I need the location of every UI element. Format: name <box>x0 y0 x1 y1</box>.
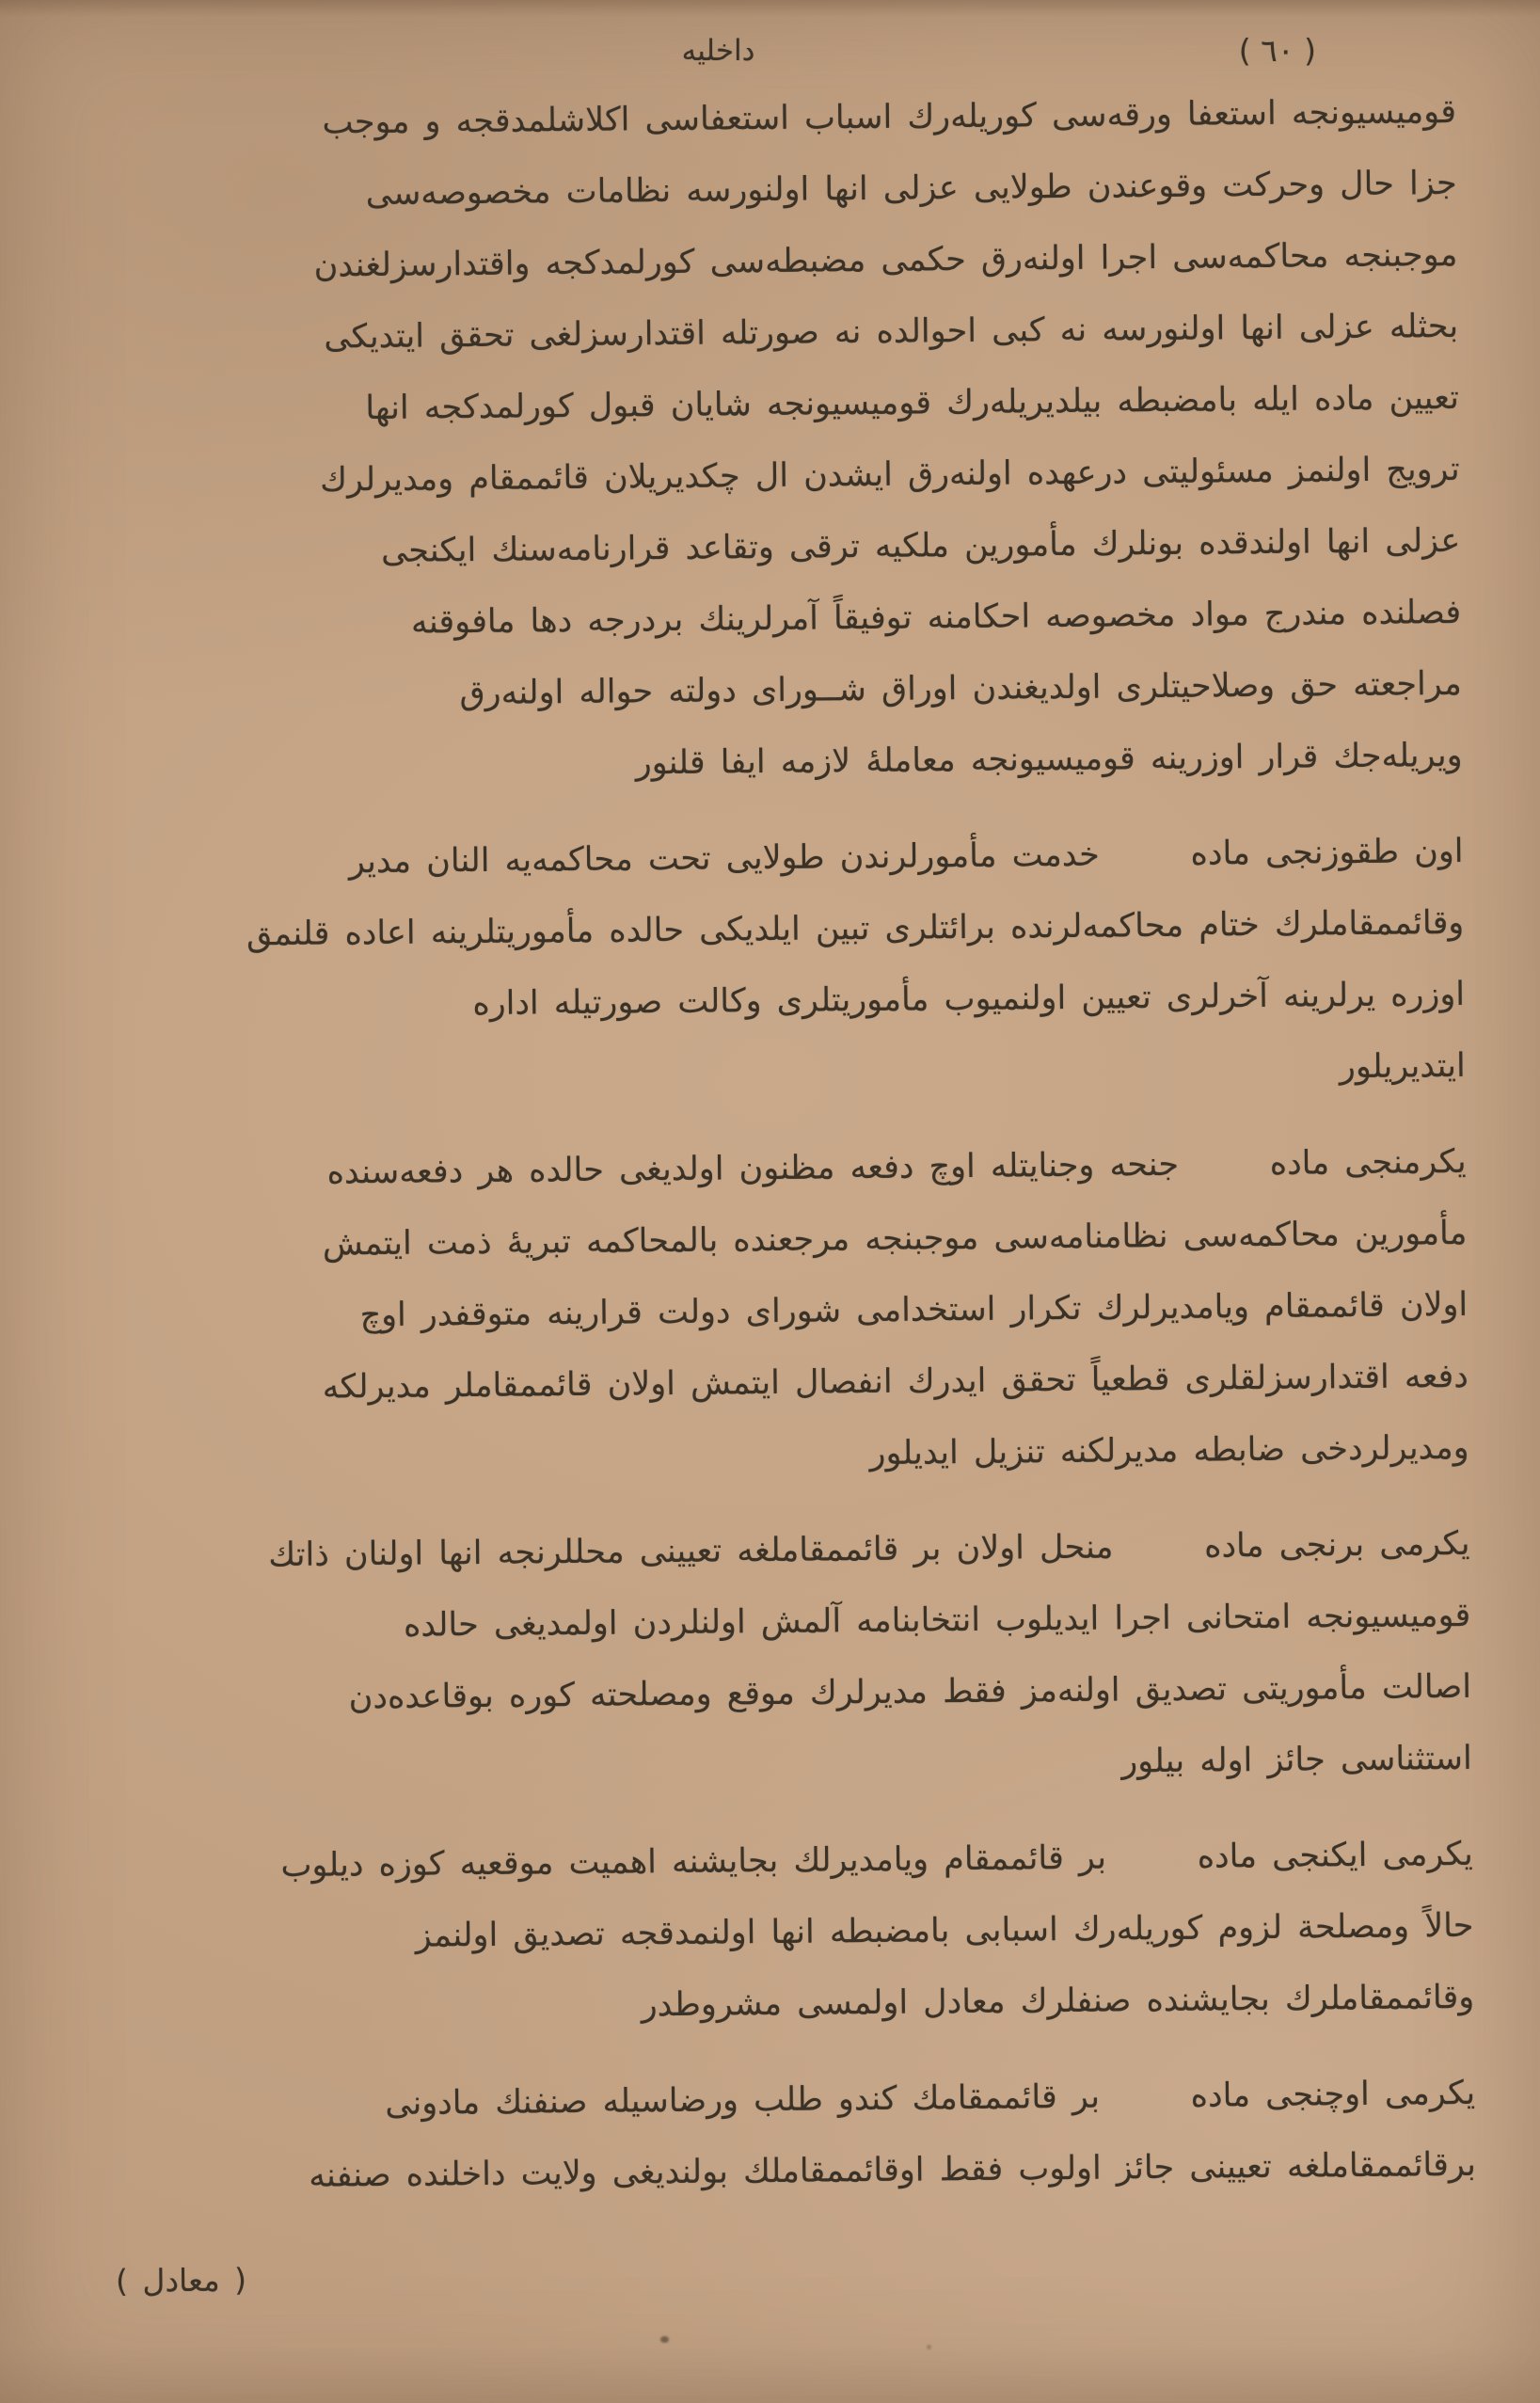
text-line: مراجعته حق وصلاحيتلرى اولديغندن اوراق شــوراى دولته حواله اولنه‌رق <box>459 664 1462 713</box>
text-line: اصالت مأموريتى تصديق اولنه‌مز فقط مديرلرك موقع ومصلحته كوره بوقاعده‌دن <box>348 1667 1472 1717</box>
text-line: قوميسيونجه استعفا ورقه‌سى كوريله‌رك اسباب استعفاسى اكلاشلمدقجه و موجب <box>322 92 1457 142</box>
text-line: وقائممقاملرك ختام محاكمه‌لرنده برائتلرى تبين ايلديكى حالده مأموريتلرينه اعاده قلنمق <box>246 903 1465 954</box>
text-line: اوزره يرلرينه آخرلرى تعيين اولنميوب مأموريتلرى وكالت صورتيله اداره <box>472 975 1466 1024</box>
text-line: ترويج اولنمز مسئوليتى درعهده اولنه‌رق ايشدن ال چكديريلان قائممقام ومديرلرك <box>320 450 1460 500</box>
text-line: دفعه اقتدارسزلقلرى قطعياً تحقق ايدرك انفصال ايتمش اولان قائممقاملر مديرلكه <box>322 1357 1469 1407</box>
ink-speck <box>927 2345 931 2349</box>
text-line: استثناسى جائز اوله بيلور <box>1121 1739 1472 1781</box>
text-line: يكرمى اوچنجى ماده بر قائممقامك كندو طلب ورضاسيله صنفنك مادونى <box>385 2074 1476 2124</box>
paragraph-article-20 <box>80 1126 1469 1497</box>
text-line: اون طقوزنجى ماده خدمت مأمورلرندن طولايى تحت محاكمه‌يه النان مدير <box>348 832 1464 882</box>
text-line: مأمورين محاكمه‌سى نظامنامه‌سى موجبنجه مرجعنده بالمحاكمه تبريهٔ ذمت ايتمش <box>322 1214 1468 1264</box>
text-line: ايتديريلور <box>1339 1046 1466 1087</box>
text-line: اولان قائممقام ويامديرلرك تكرار استخدامى شوراى دولت قرارينه متوقفدر اوچ <box>359 1285 1469 1335</box>
catchword: ( معادل ) <box>115 2261 247 2300</box>
paragraph-article-22 <box>87 1819 1474 2046</box>
text-line: موجبنجه محاكمه‌سى اجرا اولنه‌رق حكمى مضبطه‌سى كورلمدكجه واقتدارسزلغندن <box>313 235 1458 285</box>
paragraph-article-21 <box>84 1508 1472 1807</box>
text-line: برقائممقاملغه تعيينى جائز اولوب فقط اوقائممقاملك بولنديغى ولايت داخلنده صنفنه <box>309 2145 1477 2195</box>
text-line: قوميسيونجه امتحانى اجرا ايديلوب انتخابنامه آلمش اولنلردن اولمديغى حالده <box>403 1596 1471 1645</box>
text-line: ومديرلردخى ضابطه مديرلكنه تنزيل ايديلور <box>869 1428 1469 1473</box>
text-line: جزا حال وحركت وقوعندن طولايى عزلى انها اولنورسه نظامات مخصوصه‌سى <box>365 164 1457 214</box>
text-line: يكرمنجى ماده جنحه وجنايتله اوچ دفعه مظنون اولديغى حالده هر دفعه‌سنده <box>326 1142 1467 1192</box>
text-line: بحثله عزلى انها اولنورسه نه كبى احوالده نه صورتله اقتدارسزلغى تحقق ايتديكى <box>324 307 1459 357</box>
text-line: فصلنده مندرج مواد مخصوصه احكامنه توفيقاً آمرلرينك بردرجه دها مافوقنه <box>410 593 1462 642</box>
text-line: يكرمى برنجى ماده منحل اولان بر قائممقاملغه تعيينى محللرنجه انها اولنان ذاتك <box>268 1524 1470 1575</box>
body-text <box>71 76 1478 2317</box>
text-line: وقائممقاملرك بجايشنده صنفلرك معادل اولمسى مشروطدر <box>641 1978 1475 2025</box>
text-line: تعيين ماده ايله بامضبطه بيلديريله‌رك قوميسيونجه شايان قبول كورلمدكجه انها <box>365 378 1460 428</box>
paragraph-article-23 <box>89 2058 1476 2214</box>
page-number: ( ٦٠ ) <box>1238 32 1316 69</box>
text-line: عزلى انها اولندقده بونلرك مأمورين ملكيه ترقى وتقاعد قرارنامه‌سنك ايكنجى <box>380 521 1461 570</box>
paragraph-continuation <box>71 76 1463 804</box>
section-title: داخليه <box>681 34 755 68</box>
text-line: حالاً ومصلحة لزوم كوريله‌رك اسبابى بامضبطه انها اولنمدقجه تصديق اولنمز <box>415 1906 1474 1955</box>
paragraph-article-19 <box>77 816 1466 1115</box>
text-line: يكرمى ايكنجى ماده بر قائممقام ويامديرلك بجايشنه اهميت موقعيه كوزه ديلوب <box>280 1835 1473 1886</box>
text-line: ويريله‌جك قرار اوزرينه قوميسيونجه معاملهٔ لازمه ايفا قلنور <box>635 736 1463 783</box>
ink-speck <box>660 2336 669 2343</box>
